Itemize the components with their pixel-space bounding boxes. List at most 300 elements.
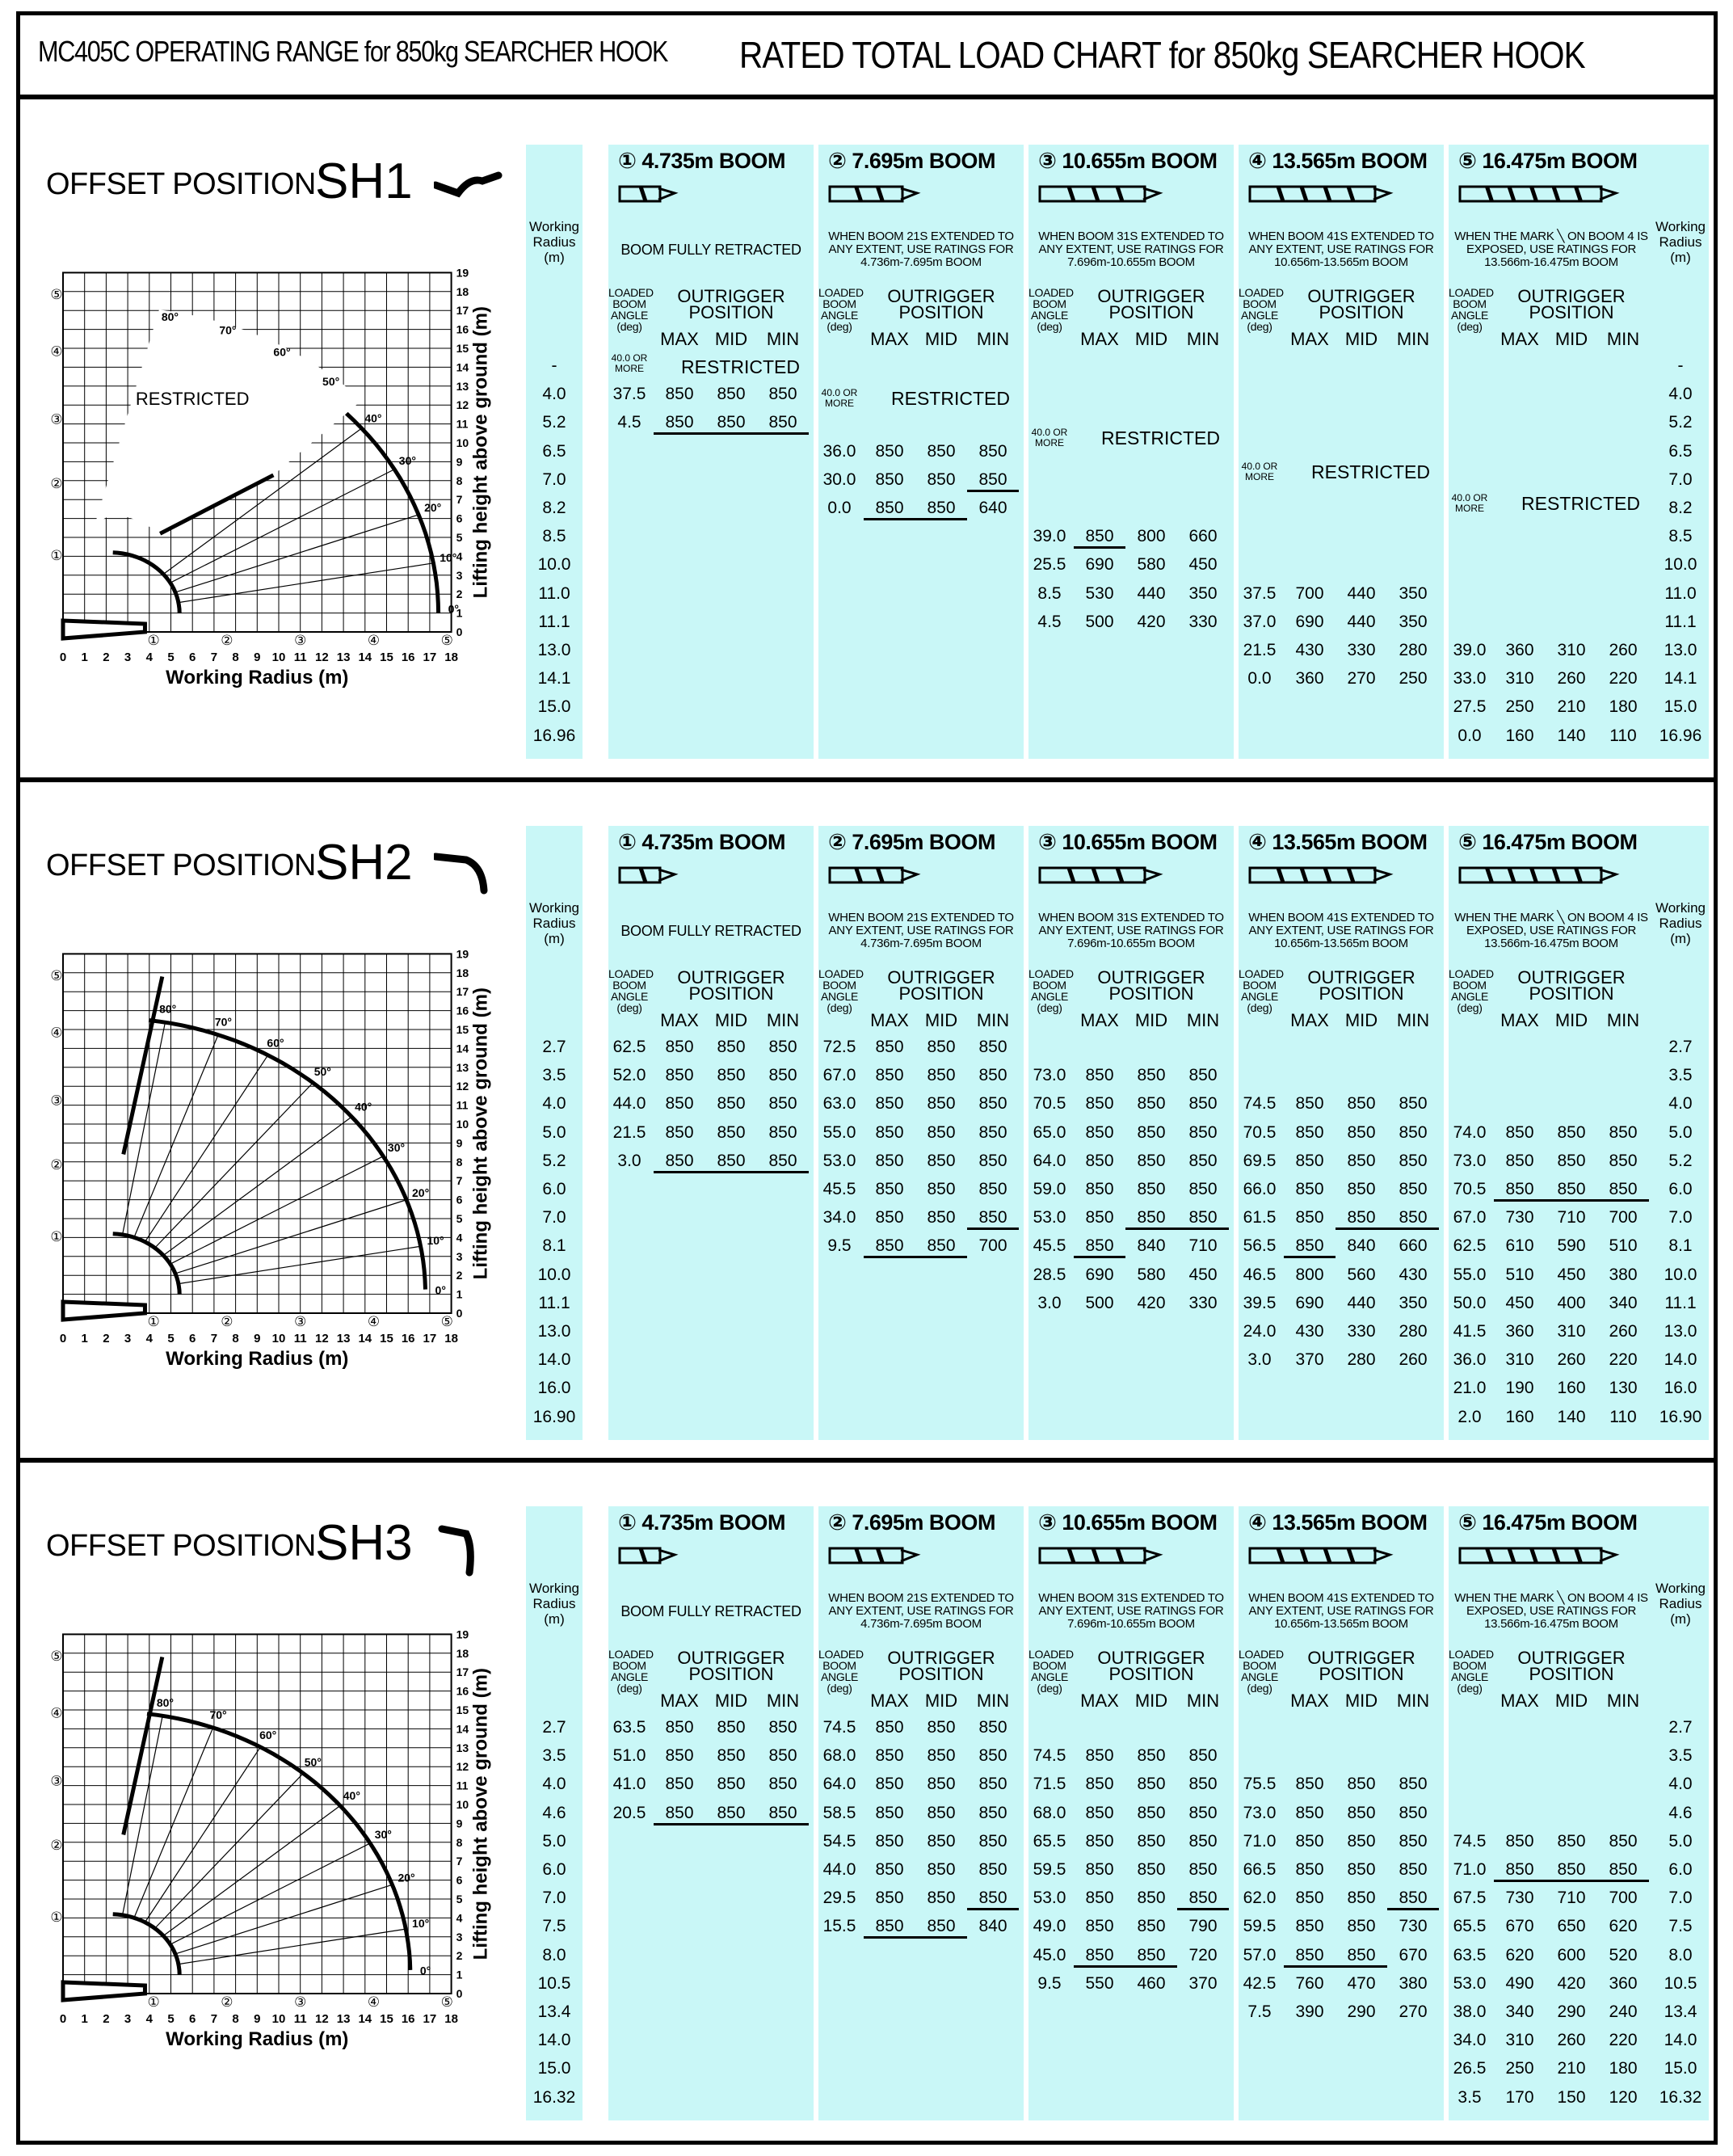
y-tick-label: 3: [456, 1930, 463, 1943]
load-value: 420: [1557, 1973, 1586, 1993]
y-tick-label: 1: [456, 606, 463, 620]
y-tick-label: 2: [456, 1949, 463, 1963]
load-value: 270: [1347, 669, 1376, 688]
load-value: 850: [875, 1803, 904, 1822]
load-value: 850: [978, 1122, 1007, 1142]
outrigger-min-header: MIN: [1606, 329, 1640, 349]
working-radius-value: 6.0: [542, 1180, 566, 1198]
load-value: 440: [1347, 612, 1376, 631]
working-radius-value: 7.0: [542, 1208, 566, 1227]
boom-title: ② 7.695m BOOM: [828, 830, 995, 854]
boom-angle-value: 27.5: [1453, 697, 1487, 717]
load-value: 850: [1347, 1180, 1376, 1198]
y-tick-label: 15: [456, 1023, 469, 1036]
load-value: 850: [757, 413, 809, 435]
y-tick-label: 6: [456, 1193, 463, 1206]
load-value: 530: [1085, 583, 1114, 603]
boom-angle-value: 61.5: [1243, 1208, 1277, 1227]
boom-angle-value: 36.0: [822, 441, 856, 461]
boom-angle-value: 38.0: [1453, 2002, 1487, 2021]
crane-base: [63, 1302, 145, 1320]
load-value: 850: [717, 385, 746, 404]
load-value: 850: [875, 1094, 904, 1114]
load-value: 840: [1347, 1236, 1376, 1256]
load-value: 730: [1505, 1208, 1534, 1227]
boom-section-icon: [618, 180, 780, 208]
y-tick-label: 12: [456, 398, 469, 412]
load-value: 850: [875, 1038, 904, 1056]
outrigger-mid-header: MID: [1554, 329, 1588, 349]
x-tick-label: 12: [315, 651, 329, 664]
outrigger-position-header: OUTRIGGER POSITION: [1517, 967, 1626, 1004]
angle-label: 70°: [209, 1708, 227, 1721]
working-radius-value: 4.0: [1668, 385, 1693, 404]
load-value: 850: [1085, 1917, 1114, 1936]
inner-envelope: [113, 1914, 180, 1975]
working-radius-value: 10.5: [1664, 1973, 1697, 1993]
angle-note: 40.0 OR MORE: [611, 352, 648, 374]
outrigger-max-header: MAX: [1080, 1691, 1119, 1711]
load-value: 850: [978, 1151, 1007, 1170]
working-radius-value: 16.96: [532, 726, 576, 745]
working-radius-value: 13.0: [537, 641, 571, 659]
working-radius-value: 7.0: [542, 470, 566, 489]
load-value: 370: [1295, 1350, 1324, 1370]
outrigger-position-header: OUTRIGGER POSITION: [1517, 1648, 1626, 1684]
y-tick-label: 2: [456, 1269, 463, 1282]
restricted-label: RESTRICTED: [1311, 461, 1430, 483]
boom-note: BOOM FULLY RETRACTED: [620, 1603, 801, 1619]
working-radius-header: Working Radius (m): [1655, 1581, 1706, 1627]
boom-angle-value: 53.0: [822, 1151, 856, 1170]
boom-angle-value: 71.5: [1033, 1775, 1066, 1794]
load-value: 850: [1137, 1803, 1166, 1822]
outrigger-position-header: OUTRIGGER POSITION: [677, 1648, 785, 1684]
boom-angle-value: 45.5: [822, 1180, 856, 1198]
header-rule: [20, 95, 1714, 99]
load-value: 850: [1295, 1917, 1324, 1936]
outrigger-min-header: MIN: [1186, 329, 1220, 349]
load-value: 690: [1085, 555, 1114, 575]
outrigger-max-header: MAX: [660, 1010, 699, 1030]
load-value: 610: [1505, 1236, 1534, 1256]
boom-mark: ②: [50, 1157, 63, 1173]
x-tick-label: 8: [232, 1332, 239, 1345]
y-tick-label: 8: [456, 1155, 463, 1169]
boom-note: WHEN BOOM 21S EXTENDED TO ANY EXTENT, USE RATINGS FOR 4.736m-7.695m BOOM: [828, 1591, 1014, 1631]
boom-angle-value: 8.5: [1037, 583, 1062, 603]
y-tick-label: 19: [456, 947, 469, 961]
boom-angle-value: 7.5: [1247, 2002, 1272, 2021]
outrigger-position-header: OUTRIGGER POSITION: [1307, 1648, 1415, 1684]
working-radius-value: 13.0: [1664, 641, 1697, 659]
boom-angle-value: 4.5: [1037, 612, 1062, 631]
angle-label: 70°: [219, 323, 237, 337]
boom-angle-value: 36.0: [1453, 1350, 1487, 1370]
working-radius-value: 6.5: [542, 441, 566, 461]
boom-title: ⑤ 16.475m BOOM: [1458, 149, 1638, 173]
load-value: 380: [1609, 1265, 1638, 1284]
load-value: 160: [1557, 1379, 1586, 1398]
outrigger-position-header: OUTRIGGER POSITION: [1307, 286, 1415, 322]
x-tick-label: 6: [189, 651, 196, 664]
boom-angle-value: 55.0: [822, 1122, 856, 1142]
load-value: 850: [665, 1066, 694, 1085]
outrigger-mid-header: MID: [924, 1010, 958, 1030]
load-value: 460: [1137, 1973, 1166, 1993]
load-value: 850: [665, 1038, 694, 1056]
y-tick-label: 4: [456, 1911, 463, 1925]
working-radius-value: 4.0: [542, 1775, 566, 1794]
outrigger-max-header: MAX: [660, 1691, 699, 1711]
load-value: 850: [1557, 1122, 1586, 1142]
outrigger-mid-header: MID: [1554, 1691, 1588, 1711]
x-tick-label: 5: [167, 1332, 175, 1345]
load-value: 850: [1188, 1860, 1218, 1879]
load-value: 430: [1295, 641, 1324, 659]
working-radius-value: 11.1: [1664, 1293, 1697, 1312]
restricted-label: RESTRICTED: [1521, 492, 1640, 514]
load-value: 720: [1188, 1945, 1218, 1964]
load-value: 850: [1295, 1094, 1324, 1114]
load-value: 850: [1295, 1151, 1324, 1170]
boom-angle-value: 44.0: [822, 1860, 856, 1879]
boom-angle-value: 71.0: [1243, 1831, 1277, 1851]
load-value: 850: [717, 1122, 746, 1142]
operating-range-diagram: [48, 254, 501, 706]
load-value: 850: [768, 1775, 797, 1794]
outrigger-mid-header: MID: [714, 329, 748, 349]
load-value: 220: [1609, 669, 1638, 688]
load-value: 850: [1494, 1180, 1546, 1202]
working-radius-value: -: [551, 356, 557, 375]
load-value: 850: [927, 1094, 956, 1114]
load-value: 850: [978, 1775, 1007, 1794]
boom-angle-value: 9.5: [827, 1236, 852, 1256]
load-value: 850: [705, 1152, 757, 1173]
angle-label: 10°: [440, 550, 457, 564]
load-value: 850: [864, 499, 915, 520]
working-radius-value: 16.90: [1659, 1407, 1702, 1426]
load-value: 850: [927, 1860, 956, 1879]
load-value: 850: [1085, 1831, 1114, 1851]
load-value: 450: [1557, 1265, 1586, 1284]
load-value: 850: [875, 1746, 904, 1766]
load-value: 850: [1347, 1917, 1376, 1936]
load-value: 850: [1125, 1208, 1177, 1230]
working-radius-value: 10.0: [1664, 1265, 1697, 1284]
x-tick-label: 10: [271, 2012, 286, 2026]
boom-mark: ④: [50, 343, 63, 360]
y-tick-label: 19: [456, 1628, 469, 1641]
boom-mark: ⑤: [50, 1649, 63, 1665]
working-radius-value: -: [1677, 356, 1684, 375]
boom-angle-value: 37.5: [1243, 583, 1277, 603]
loaded-boom-angle-header: LOADED BOOM ANGLE (deg): [1239, 1648, 1284, 1695]
boom-angle-value: 25.5: [1033, 555, 1066, 575]
load-value: 850: [1347, 1122, 1376, 1142]
x-tick-label: 1: [81, 651, 88, 664]
outrigger-max-header: MAX: [1500, 329, 1539, 349]
working-radius-value: 2.7: [542, 1038, 566, 1056]
working-radius-value: 4.0: [542, 1094, 566, 1114]
boom-section-icon: [828, 180, 990, 208]
load-value: 850: [927, 1180, 956, 1198]
load-value: 850: [1137, 1889, 1166, 1908]
angle-label: 40°: [343, 1789, 360, 1803]
loaded-boom-angle-header: LOADED BOOM ANGLE (deg): [1239, 967, 1284, 1014]
load-value: 850: [1085, 1180, 1114, 1198]
load-chart-sheet: [16, 11, 1718, 2145]
load-value: 520: [1609, 1945, 1638, 1964]
loaded-boom-angle-header: LOADED BOOM ANGLE (deg): [608, 1648, 654, 1695]
boom-angle-value: 71.0: [1453, 1860, 1487, 1879]
y-tick-label: 0: [456, 625, 463, 638]
working-radius-value: 8.2: [542, 499, 566, 517]
outrigger-max-header: MAX: [1290, 329, 1329, 349]
x-tick-label: 11: [293, 1332, 307, 1345]
load-value: 180: [1609, 2059, 1638, 2078]
load-value: 440: [1347, 583, 1376, 603]
boom-mark: ⑤: [440, 633, 453, 648]
load-value: 250: [1505, 697, 1534, 717]
load-value: 140: [1557, 726, 1586, 745]
working-radius-value: 16.32: [532, 2087, 576, 2107]
diagram-xlabel: Working Radius (m): [166, 1348, 349, 1370]
working-radius-value: 7.0: [1668, 1208, 1693, 1227]
load-value: 850: [1597, 1860, 1649, 1882]
y-tick-label: 6: [456, 512, 463, 525]
outrigger-mid-header: MID: [1554, 1010, 1588, 1030]
load-value: 850: [1085, 1208, 1114, 1227]
load-value: 850: [1399, 1151, 1428, 1170]
boom-mark: ②: [221, 1314, 233, 1329]
outrigger-position-header: OUTRIGGER POSITION: [887, 1648, 995, 1684]
boom-mark: ④: [50, 1025, 63, 1041]
load-value: 400: [1557, 1293, 1586, 1312]
outrigger-min-header: MIN: [766, 1010, 800, 1030]
boom-angle-value: 74.0: [1453, 1122, 1487, 1142]
inner-envelope: [113, 553, 180, 613]
load-value: 850: [875, 1860, 904, 1879]
load-value: 850: [1085, 1775, 1114, 1794]
boom-mark: ②: [221, 633, 233, 648]
load-value: 850: [1137, 1122, 1166, 1142]
boom-angle-value: 66.0: [1243, 1180, 1277, 1198]
boom-section-icon: [1038, 180, 1200, 208]
y-tick-label: 12: [456, 1760, 469, 1774]
y-tick-label: 11: [456, 417, 469, 431]
load-value: 850: [1177, 1208, 1229, 1230]
boom-angle-value: 59.5: [1243, 1917, 1277, 1936]
load-value: 850: [665, 1094, 694, 1114]
boom-angle-value: 21.5: [612, 1122, 646, 1142]
working-radius-header: Working Radius (m): [528, 900, 580, 946]
boom-angle-value: 0.0: [827, 499, 852, 517]
load-value: 850: [978, 1746, 1007, 1766]
angle-label: 10°: [427, 1234, 444, 1248]
x-tick-label: 16: [401, 2012, 415, 2026]
load-value: 850: [978, 1860, 1007, 1879]
working-radius-value: 5.0: [1668, 1831, 1693, 1851]
load-value: 450: [1505, 1293, 1534, 1312]
x-tick-label: 18: [444, 651, 458, 664]
loaded-boom-angle-header: LOADED BOOM ANGLE (deg): [608, 286, 654, 333]
load-value: 840: [1137, 1236, 1166, 1256]
working-radius-value: 10.0: [1664, 555, 1697, 575]
y-tick-label: 1: [456, 1287, 463, 1301]
load-value: 850: [717, 1718, 746, 1737]
boom-angle-value: 73.0: [1453, 1151, 1487, 1170]
boom-angle-value: 21.5: [1243, 641, 1277, 659]
outrigger-max-header: MAX: [660, 329, 699, 349]
angle-note: 40.0 OR MORE: [1241, 461, 1278, 483]
working-radius-value: 5.2: [542, 1151, 566, 1170]
load-value: 850: [927, 470, 956, 489]
load-value: 330: [1188, 1293, 1218, 1312]
boom-angle-value: 4.5: [617, 413, 641, 432]
outrigger-position-header: OUTRIGGER POSITION: [1307, 967, 1415, 1004]
load-value: 850: [927, 1746, 956, 1766]
working-radius-value: 8.2: [1668, 499, 1693, 517]
angle-label: 0°: [448, 602, 459, 616]
load-value: 350: [1188, 583, 1218, 603]
boom-angle-value: 58.5: [822, 1803, 856, 1822]
load-value: 850: [875, 1180, 904, 1198]
working-radius-value: 5.2: [1668, 1151, 1693, 1170]
x-tick-label: 10: [271, 1332, 286, 1345]
x-tick-label: 9: [254, 1332, 261, 1345]
load-value: 850: [1188, 1094, 1218, 1114]
y-tick-label: 16: [456, 1004, 469, 1017]
outrigger-position-header: OUTRIGGER POSITION: [1097, 967, 1205, 1004]
y-tick-label: 15: [456, 1703, 469, 1716]
load-value: 210: [1557, 697, 1586, 717]
working-radius-value: 5.0: [1668, 1122, 1693, 1142]
load-value: 850: [1399, 1122, 1428, 1142]
load-value: 730: [1505, 1889, 1534, 1908]
load-value: 850: [1085, 1122, 1114, 1142]
load-value: 850: [1188, 1180, 1218, 1198]
load-table: [526, 1506, 1712, 2129]
load-value: 700: [1609, 1889, 1638, 1908]
y-tick-label: 4: [456, 550, 463, 563]
loaded-boom-angle-header: LOADED BOOM ANGLE (deg): [818, 967, 864, 1014]
load-value: 850: [967, 470, 1019, 492]
outrigger-mid-header: MID: [1344, 1691, 1378, 1711]
working-radius-value: 13.0: [1664, 1322, 1697, 1341]
boom-angle-value: 52.0: [612, 1066, 646, 1085]
x-tick-label: 14: [358, 651, 372, 664]
load-value: 850: [1295, 1889, 1324, 1908]
working-radius-value: 16.0: [537, 1379, 571, 1398]
outrigger-position-header: OUTRIGGER POSITION: [677, 967, 785, 1004]
load-value: 710: [1557, 1208, 1586, 1227]
load-value: 850: [967, 1889, 1019, 1910]
load-value: 850: [1399, 1180, 1428, 1198]
working-radius-value: 11.0: [538, 583, 570, 603]
working-radius-header: Working Radius (m): [1655, 900, 1706, 946]
boom-angle-value: 63.0: [822, 1094, 856, 1114]
load-value: 850: [978, 1803, 1007, 1822]
boom-angle-value: 74.5: [822, 1718, 856, 1737]
boom-section-icon: [1248, 180, 1410, 208]
load-value: 670: [1505, 1917, 1534, 1936]
load-value: 850: [1557, 1151, 1586, 1170]
y-tick-label: 14: [456, 1042, 469, 1055]
y-tick-label: 18: [456, 284, 469, 298]
boom-angle-value: 62.0: [1243, 1889, 1277, 1908]
load-value: 850: [1137, 1066, 1166, 1085]
working-radius-value: 6.5: [1668, 441, 1693, 461]
working-radius-header: Working Radius (m): [528, 219, 580, 265]
boom-angle-value: 41.5: [1453, 1322, 1487, 1341]
load-value: 440: [1137, 583, 1166, 603]
boom-angle-value: 24.0: [1243, 1322, 1277, 1341]
angle-label: 30°: [398, 453, 416, 467]
working-radius-value: 14.1: [1664, 669, 1697, 688]
y-tick-label: 5: [456, 531, 463, 544]
boom-note: WHEN THE MARK ╲ ON BOOM 4 IS EXPOSED, USE RATINGS FOR 13.566m-16.475m BOOM: [1454, 229, 1648, 269]
load-value: 850: [978, 441, 1007, 461]
load-value: 850: [875, 1066, 904, 1085]
load-value: 310: [1505, 1350, 1534, 1370]
outrigger-min-header: MIN: [1186, 1691, 1220, 1711]
load-value: 170: [1505, 2087, 1534, 2107]
x-tick-label: 8: [232, 651, 239, 664]
x-tick-label: 0: [59, 2012, 67, 2026]
load-value: 850: [1347, 1151, 1376, 1170]
x-tick-label: 11: [293, 2012, 307, 2026]
boom-section-icon: [1458, 180, 1620, 208]
load-value: 850: [1505, 1151, 1534, 1170]
y-tick-label: 12: [456, 1080, 469, 1093]
y-tick-label: 19: [456, 266, 469, 280]
load-value: 850: [1085, 1803, 1114, 1822]
boom-note: BOOM FULLY RETRACTED: [620, 923, 801, 939]
y-tick-label: 5: [456, 1212, 463, 1225]
loaded-boom-angle-header: LOADED BOOM ANGLE (deg): [1449, 1648, 1494, 1695]
load-value: 850: [1188, 1803, 1218, 1822]
working-radius-value: 16.90: [532, 1407, 576, 1426]
boom-title: ④ 13.565m BOOM: [1248, 830, 1428, 854]
boom-angle-value: 3.0: [1247, 1350, 1272, 1370]
working-radius-value: 8.1: [542, 1236, 566, 1256]
working-radius-value: 7.0: [1668, 1889, 1693, 1908]
x-tick-label: 3: [124, 651, 132, 664]
boom-mark: ③: [294, 1314, 307, 1329]
operating-range-diagram: [48, 935, 501, 1388]
boom-angle-value: 53.0: [1033, 1208, 1066, 1227]
load-value: 840: [978, 1917, 1007, 1936]
y-tick-label: 13: [456, 1741, 469, 1754]
working-radius-value: 16.0: [1664, 1379, 1697, 1398]
y-tick-label: 1: [456, 1968, 463, 1981]
angle-label: 40°: [355, 1100, 372, 1114]
boom-mark: ③: [294, 1994, 307, 2010]
boom-mark: ④: [367, 1314, 381, 1329]
boom-title: ① 4.735m BOOM: [618, 1510, 785, 1535]
load-value: 850: [875, 1775, 904, 1794]
outrigger-mid-header: MID: [1344, 329, 1378, 349]
outrigger-max-header: MAX: [1080, 329, 1119, 349]
x-tick-label: 10: [271, 651, 286, 664]
load-value: 850: [927, 1803, 956, 1822]
load-value: 850: [1085, 1860, 1114, 1879]
load-value: 850: [665, 1718, 694, 1737]
operating-range-title: MC405C OPERATING RANGE for 850kg SEARCHER HOOK: [38, 35, 668, 68]
boom-angle-value: 3.0: [1037, 1293, 1062, 1312]
